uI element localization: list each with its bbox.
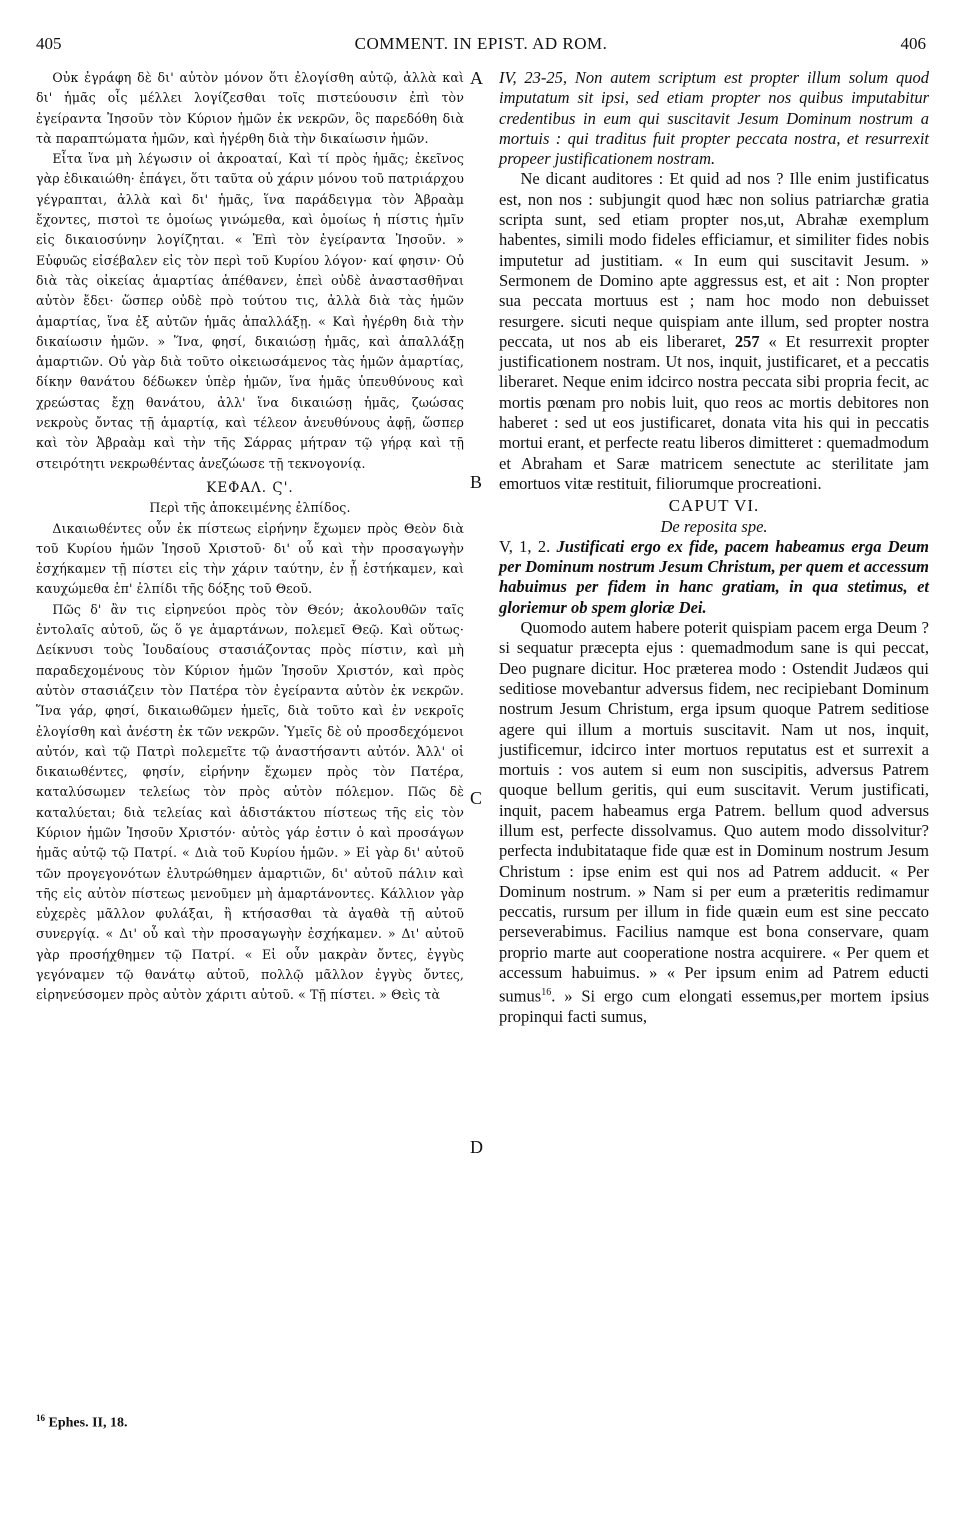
- footnote-reference: 16: [541, 987, 552, 999]
- greek-paragraph-2: Εἶτα ἵνα μὴ λέγωσιν οἱ ἀκροαταί, Καὶ τί πρὸς ἡμᾶς; ἐκεῖνος γὰρ ἐδικαιώθη· ἐπάγει, ὅτι ταῦτα οὐ χάριν μόνου τοῦ πατριάρχου γέγραπται, ἀλλὰ καὶ δι' ἡμᾶς, ἵνα παράδειγμα τὸν Ἀβραὰμ ἔχοντες, πιστοὶ τε ὁμοίως γινώμεθα, καὶ ὁμοίως ἡ πίστις ἡμῖν εἰς δικαιοσύνην λογίζηται. « Ἐπὶ τὸν ἐγείραντα Ἰησοῦν. » Εὐφυῶς εἰσέβαλεν εἰς τὸν περὶ τοῦ Κυρίου λόγον· καί φησιν· Οὐ διὰ τὰς οἰκείας ἁμαρτίας ἀπέθανεν, ἐπεὶ οὐδὲ ἀναστασθῆναι αὐτὸν ἔδει· ὥσπερ οὐδὲ πρὸ τούτου τις, ἀλλὰ διὰ τὰς ἡμῶν ἁμαρτίας, ἵνα ἐξ αὐτῶν ἡμᾶς ἀπαλλάξῃ. « Καὶ ἠγέρθη διὰ τὴν δικαίωσιν ἡμῶν. » Ἵνα, φησί, δικαιώσῃ ἡμᾶς, καὶ ἀπαλλάξῃ ἁμαρτιῶν. Οὐ γὰρ διὰ τοῦτο οἰκειωσάμενος τὰς ἡμῶν ἁμαρτίας, δίκην θανάτου δέδωκεν ὑπὲρ ἡμῶν, ἵνα ἡμᾶς ὑπευθύνους καὶ χρεώστας ἔχῃ θανάτου, ἀλλ' ἵνα δικαιώσῃ ἡμᾶς, ζωώσας νεκροὺς ὄντας τῇ ἁμαρτίᾳ, καὶ τέλεον ἀνευθύνους ἀφῇ, ὥσπερ καὶ τὸν Ἀβραὰμ καὶ τὴν τῆς Σάρρας μήτραν τῷ γήρᾳ καὶ τῇ στειρότητι νεκρωθέντας ἀνεζώωσε τῇ τεκνογονίᾳ.: [36, 151, 464, 471]
- margin-letter-c: C: [470, 788, 483, 808]
- latin-paragraph-4: [499, 618, 929, 1027]
- latin-paragraph-2a: Ne dicant auditores : Et quid ad nos ? Ille enim justificatus est, non nos : subjungit quod hæc non solius patriarchæ gratia scripta sunt, sed etiam propter nos,ut, Abrahæ exemplum habentes, simili modo fideles efficiamur, et similiter fides nobis imputetur ad justitiam. « In eum qui suscitavit Jesum. » Sermonem de Domino apte aggressus est, et ait : Non propter sua peccata mortuus est ; nam hoc modo non debuisset resurgere. sicuti neque quispiam ante illum, sed propter nostra peccata, ut nos ab eis liberaret,: [499, 169, 929, 351]
- greek-chapter-heading: ΚΕΦΑΛ. Ϛ'.: [206, 479, 294, 496]
- latin-paragraph-3: [499, 537, 929, 618]
- latin-chapter-heading: CAPUT VI.: [668, 496, 760, 516]
- greek-paragraph-3: Δικαιωθέντες οὖν ἐκ πίστεως εἰρήνην ἔχωμεν πρὸς Θεὸν διὰ τοῦ Κυρίου ἡμῶν Ἰησοῦ Χριστοῦ· δι' οὗ καὶ τὴν προσαγωγὴν ἐσχήκαμεν τῇ πίστει εἰς τὴν χάριν ταύτην, ἐν ᾗ ἑστήκαμεν, καὶ καυχώμεθα ἐπ' ἐλπίδι τῆς δόξης τοῦ Θεοῦ.: [36, 520, 464, 597]
- margin-letter-d: D: [470, 1137, 483, 1157]
- latin-paragraph-4b: . » Si ergo cum elongati essemus,per mortem ipsius propinqui facti sumus,: [499, 986, 929, 1027]
- margin-letter-a: A: [470, 68, 483, 88]
- greek-paragraph-1: Οὐκ ἐγράφη δὲ δι' αὐτὸν μόνον ὅτι ἐλογίσθη αὐτῷ, ἀλλὰ καὶ δι' ἡμᾶς οἷς μέλλει λογίζεσθαι τοῖς πιστεύουσιν ἐπὶ τὸν ἐγείραντα Ἰησοῦν τὸν Κύριον ἡμῶν ἐκ νεκρῶν, ὃς παρεδόθη διὰ τὰ παραπτώματα ἡμῶν, καὶ ἠγέρθη διὰ τὴν δικαίωσιν ἡμῶν.: [36, 70, 464, 146]
- footnote-text: Ephes. II, 18.: [48, 1415, 128, 1431]
- greek-column: [36, 68, 464, 1006]
- footnote-number: 16: [36, 1413, 45, 1423]
- greek-paragraph-4: Πῶς δ' ἂν τις εἰρηνεύοι πρὸς τὸν Θεόν; ἀκολουθῶν ταῖς ἐντολαῖς αὐτοῦ, ὥς ὅ γε ἁμαρτάνων, πολεμεῖ Θεῷ. Καὶ οὕτως· Δείκνυσι τοὺς Ἰουδαίους στασιάζοντας πρὸς πίστιν, καὶ μὴ παραδεχομένους τὸν Κύριον ἡμῶν Ἰησοῦν Χριστόν, καὶ πρὸς αὐτὸν στασιάζειν τὸν Πατέρα τὸν ἐγείραντα αὐτὸν ἐκ νεκρῶν. Ἵνα γάρ, φησί, δικαιωθῶμεν ἡμεῖς, διὰ τοῦτο καὶ ἐν νεκροῖς ἐλογίσθη καὶ ἀνέστη ἐκ τῶν νεκρῶν. Ὑμεῖς δὲ οὐ προσδεχόμενοι αὐτόν, καὶ τῷ Πατρὶ πολεμεῖτε τῷ ἀναστήσαντι αὐτόν. Ἀλλ' οἱ δικαιωθέντες, φησίν, εἰρήνην ἔχωμεν πρὸς τὸν Πατέρα, καταλύσωμεν τελείως τὸν πρὸς αὐτὸν πόλεμον. Πῶς δὲ καταλύεται; διὰ τελείας καὶ ἀδιστάκτου πίστεως τῆς εἰς τὸν Κύριον ἡμῶν Ἰησοῦν Χριστόν· αὐτὸς γάρ ἐστιν ὁ καὶ προσάγων ἡμᾶς αὐτῷ τῷ Πατρί. « Διὰ τοῦ Κυρίου ἡμῶν. » Εἰ γὰρ δι' αὐτοῦ τῶν προγεγονότων ἐλυτρώθημεν ἁμαρτιῶν, δι' αὐτοῦ πάλιν καὶ τῆς εἰς αὐτὸν πίστεως μενοῦμεν μὴ ἁμαρτάνοντες. Κάλλιον γὰρ εὐχερὲς μᾶλλον φυλάξαι, ἢ κτήσασθαι τὰ ἀγαθὰ τῇ αὐτοῦ συνεργίᾳ. « Δι' οὗ καὶ τὴν προσαγωγὴν ἐσχήκαμεν. » Δι' αὐτοῦ γὰρ προσήχθημεν τῷ Πατρί. « Εἰ οὖν μακρὰν ὄντες, ἐγγὺς γεγόναμεν τῷ θανάτῳ αὐτοῦ, πολλῷ μᾶλλον ἐγγὺς ὄντες, εἰρηνεύσομεν πρὸς αὐτὸν χάριτι αὐτοῦ. « Τῇ πίστει. » Θεὶς τὰ: [36, 601, 464, 1003]
- latin-paragraph-2: [499, 169, 929, 494]
- latin-paragraph-2b: « Et resurrexit propter justificationem nostram. Ut nos, inquit, justificaret, et a peccatis liberaret. Neque enim idcirco nostra peccata sibi propria fecit, ac mortis pœnam pro nobis luit, quo reos ac mortis debitores non haberet : sed ut eos justificaret, donata vita his qui in peccatis mortui erant, et perfecte reatu liberos dimitteret : quemadmodum et Abraham et Saræ matricem senectute ac sterilitate jam emortuos vitæ restituit, filiorumque procreationi.: [499, 331, 930, 493]
- page-number-right: 406: [900, 34, 926, 53]
- latin-column: [499, 68, 929, 1027]
- page-number-left: 405: [36, 34, 62, 53]
- greek-chapter-subheading: Περὶ τῆς ἀποκειμένης ἐλπίδος.: [149, 500, 351, 516]
- margin-letter-b: B: [470, 472, 483, 492]
- latin-paragraph-1-text: IV, 23-25, Non autem scriptum est propter illum solum quod imputatum sit ipsi, sed etiam propter nos quibus imputabitur credentibus in eum qui suscitavit Jesum Dominum nostrum a mortuis : qui traditus fuit propter peccata nostra, et resurrexit propeer justificationem nostram.: [499, 68, 929, 169]
- running-header: [36, 34, 926, 58]
- footnote: [36, 1413, 127, 1432]
- latin-verse-ref: V, 1, 2.: [499, 536, 551, 556]
- running-title: COMMENT. IN EPIST. AD ROM.: [354, 34, 608, 53]
- latin-paragraph-3-text: Justificati ergo ex fide, pacem habeamus erga Deum per Dominum nostrum Jesum Christum, per quem et accessum habuimus per fidem in hanc gratiam, in qua stetimus, et gloriemur ob spem gloriæ Dei.: [499, 536, 930, 617]
- latin-paragraph-4a: Quomodo autem habere poterit quispiam pacem erga Deum ? si sequatur præcepta ejus : quemadmodum sane is qui peccat, Deo pugnare dicitur. Hoc præterea modo : Ostendit Judæos qui seditiose movebantur adversus fidem, nec recipiebant Dominum nostrum Jesum Christum, erga ipsum quoque Patrem seditiose agere qui illum a mortuis suscitavit. Nam ut nos, inquit, justificemur, idcirco inter mortuos reputatus est et surrexit a mortuis : vos autem si eum non suscipitis, adversus Patrem quoque bellum geritis, qui eum suscitavit. Verum justificati, inquit, pacem habeamus erga Patrem. bellum quod adversus illum est, perfecte dissolvamus. Quo autem modo dissolvitur? perfecta indubitataque fide quæ est in Dominum nostrum Jesum Christum : ipse enim est qui nos ad Patrem adducit. « Per Dominum nostrum. » Nam si per eum a præteritis redimamur peccatis, rursum per illum in fide quæin eum est sine peccato perseverabimus. Facilius namque est bona conservare, quam proprio marte aut cooperatione nostra acquirere. « Per quem et accessum habuimus. » « Per ipsum enim ad Patrem educti sumus: [499, 618, 929, 1006]
- latin-chapter-subheading: De reposita spe.: [660, 516, 768, 536]
- latin-paragraph-1: [499, 68, 929, 169]
- column-number: 257: [734, 331, 760, 351]
